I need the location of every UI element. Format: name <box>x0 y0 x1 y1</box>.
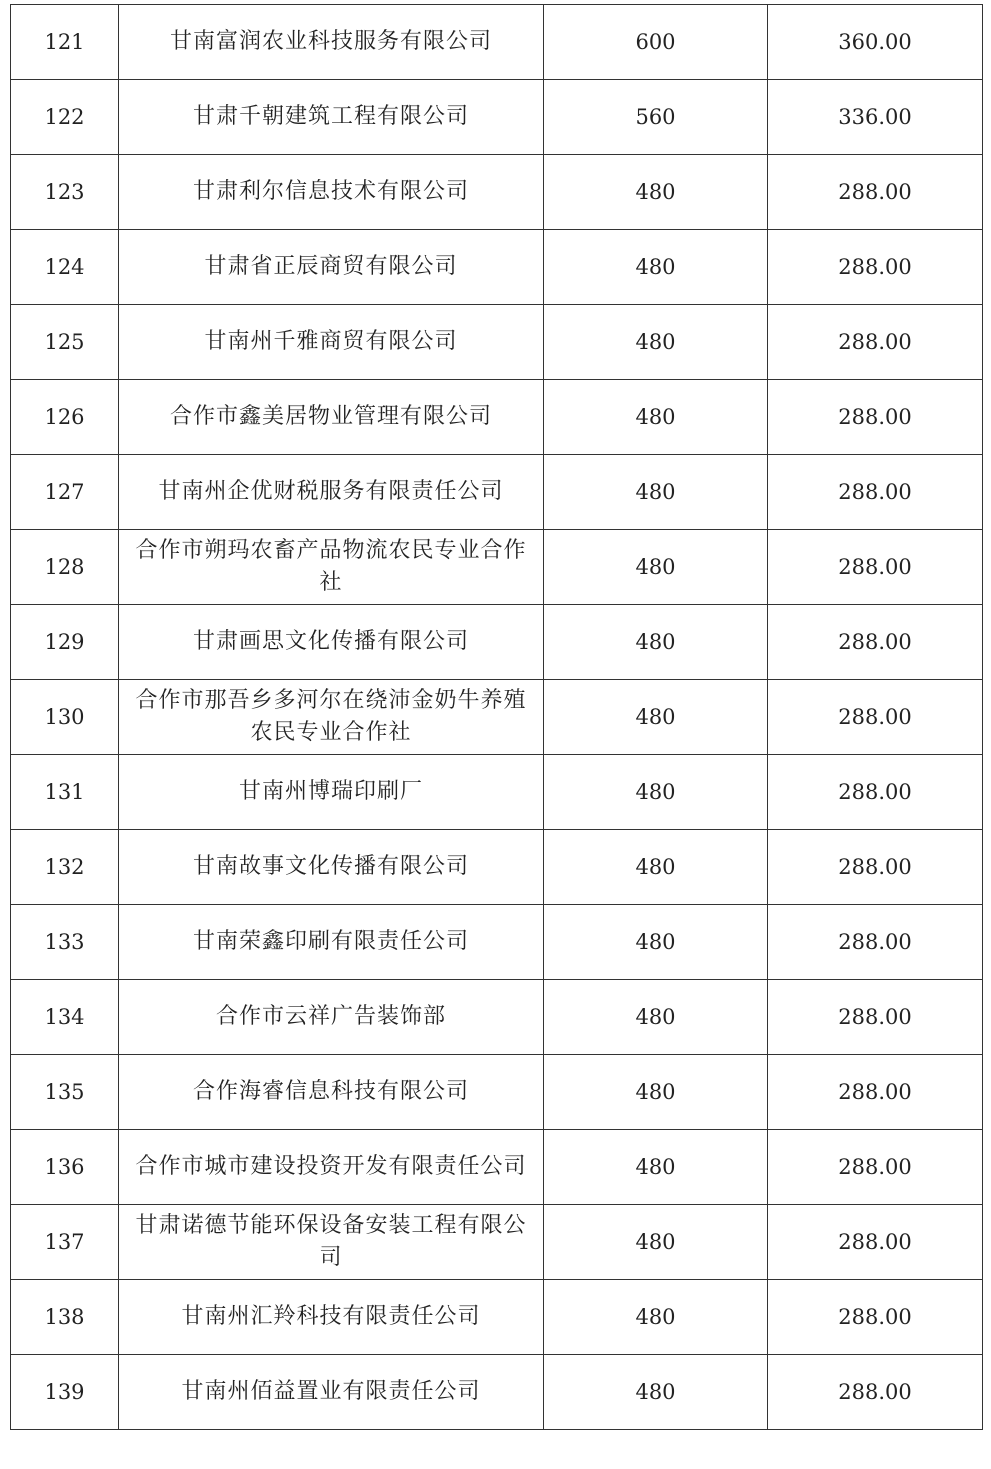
table-row <box>11 980 983 1055</box>
amount-cell: 288.00 <box>768 305 983 380</box>
company-name-cell: 甘南荣鑫印刷有限责任公司 <box>119 905 544 980</box>
company-name-cell: 合作市鑫美居物业管理有限公司 <box>119 380 544 455</box>
row-number-cell: 129 <box>11 605 119 680</box>
table-row <box>11 605 983 680</box>
company-name-cell: 甘南富润农业科技服务有限公司 <box>119 5 544 80</box>
quantity-cell: 480 <box>544 1205 768 1280</box>
table-body <box>11 5 983 1430</box>
amount-cell: 288.00 <box>768 1280 983 1355</box>
row-number-cell: 130 <box>11 680 119 755</box>
row-number-cell: 123 <box>11 155 119 230</box>
quantity-cell: 480 <box>544 1280 768 1355</box>
amount-cell: 288.00 <box>768 605 983 680</box>
table-row <box>11 230 983 305</box>
quantity-cell: 480 <box>544 155 768 230</box>
row-number-cell: 137 <box>11 1205 119 1280</box>
table-row <box>11 5 983 80</box>
table-row <box>11 1130 983 1205</box>
table-row <box>11 80 983 155</box>
table-row <box>11 455 983 530</box>
quantity-cell: 480 <box>544 605 768 680</box>
row-number-cell: 121 <box>11 5 119 80</box>
row-number-cell: 124 <box>11 230 119 305</box>
quantity-cell: 480 <box>544 980 768 1055</box>
quantity-cell: 480 <box>544 455 768 530</box>
amount-cell: 288.00 <box>768 455 983 530</box>
quantity-cell: 480 <box>544 380 768 455</box>
quantity-cell: 480 <box>544 305 768 380</box>
amount-cell: 336.00 <box>768 80 983 155</box>
company-name-cell: 甘南州企优财税服务有限责任公司 <box>119 455 544 530</box>
table-row <box>11 380 983 455</box>
quantity-cell: 480 <box>544 905 768 980</box>
amount-cell: 288.00 <box>768 680 983 755</box>
quantity-cell: 600 <box>544 5 768 80</box>
row-number-cell: 127 <box>11 455 119 530</box>
company-name-cell: 甘南州汇羚科技有限责任公司 <box>119 1280 544 1355</box>
company-name-cell: 甘南州博瑞印刷厂 <box>119 755 544 830</box>
table-row <box>11 305 983 380</box>
row-number-cell: 136 <box>11 1130 119 1205</box>
table-row <box>11 1355 983 1430</box>
company-name-cell: 甘肃画思文化传播有限公司 <box>119 605 544 680</box>
row-number-cell: 122 <box>11 80 119 155</box>
table-row <box>11 830 983 905</box>
amount-cell: 288.00 <box>768 1055 983 1130</box>
company-name-cell: 甘南故事文化传播有限公司 <box>119 830 544 905</box>
quantity-cell: 480 <box>544 680 768 755</box>
amount-cell: 288.00 <box>768 530 983 605</box>
row-number-cell: 138 <box>11 1280 119 1355</box>
amount-cell: 288.00 <box>768 230 983 305</box>
quantity-cell: 480 <box>544 1355 768 1430</box>
row-number-cell: 135 <box>11 1055 119 1130</box>
company-name-cell: 合作市城市建设投资开发有限责任公司 <box>119 1130 544 1205</box>
amount-cell: 288.00 <box>768 1130 983 1205</box>
company-name-cell: 合作市那吾乡多河尔在绕沛金奶牛养殖农民专业合作社 <box>119 680 544 755</box>
amount-cell: 360.00 <box>768 5 983 80</box>
amount-cell: 288.00 <box>768 155 983 230</box>
table-row <box>11 905 983 980</box>
row-number-cell: 131 <box>11 755 119 830</box>
quantity-cell: 480 <box>544 1055 768 1130</box>
row-number-cell: 125 <box>11 305 119 380</box>
row-number-cell: 128 <box>11 530 119 605</box>
quantity-cell: 480 <box>544 530 768 605</box>
quantity-cell: 480 <box>544 230 768 305</box>
row-number-cell: 133 <box>11 905 119 980</box>
amount-cell: 288.00 <box>768 980 983 1055</box>
amount-cell: 288.00 <box>768 1355 983 1430</box>
company-name-cell: 甘肃诺德节能环保设备安装工程有限公司 <box>119 1205 544 1280</box>
quantity-cell: 480 <box>544 1130 768 1205</box>
row-number-cell: 134 <box>11 980 119 1055</box>
table-row <box>11 530 983 605</box>
amount-cell: 288.00 <box>768 755 983 830</box>
company-name-cell: 合作市朔玛农畜产品物流农民专业合作社 <box>119 530 544 605</box>
subsidy-table <box>10 4 983 1430</box>
table-row <box>11 1205 983 1280</box>
company-name-cell: 甘肃千朝建筑工程有限公司 <box>119 80 544 155</box>
quantity-cell: 480 <box>544 755 768 830</box>
quantity-cell: 560 <box>544 80 768 155</box>
table-row <box>11 155 983 230</box>
row-number-cell: 126 <box>11 380 119 455</box>
company-name-cell: 甘肃省正辰商贸有限公司 <box>119 230 544 305</box>
quantity-cell: 480 <box>544 830 768 905</box>
table-row <box>11 680 983 755</box>
row-number-cell: 139 <box>11 1355 119 1430</box>
row-number-cell: 132 <box>11 830 119 905</box>
company-name-cell: 甘肃利尔信息技术有限公司 <box>119 155 544 230</box>
company-name-cell: 合作海睿信息科技有限公司 <box>119 1055 544 1130</box>
company-name-cell: 甘南州千雅商贸有限公司 <box>119 305 544 380</box>
amount-cell: 288.00 <box>768 905 983 980</box>
amount-cell: 288.00 <box>768 380 983 455</box>
table-row <box>11 755 983 830</box>
table-row <box>11 1280 983 1355</box>
table-row <box>11 1055 983 1130</box>
amount-cell: 288.00 <box>768 1205 983 1280</box>
company-name-cell: 甘南州佰益置业有限责任公司 <box>119 1355 544 1430</box>
company-name-cell: 合作市云祥广告装饰部 <box>119 980 544 1055</box>
amount-cell: 288.00 <box>768 830 983 905</box>
